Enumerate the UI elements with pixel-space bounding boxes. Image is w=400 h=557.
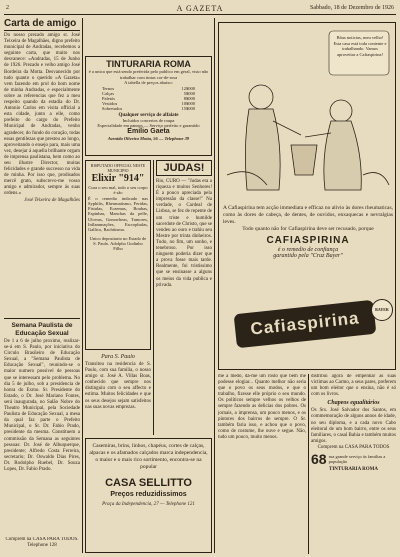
column-rule xyxy=(214,18,215,553)
ad-tinturaria-owner: Emilio Gaeta xyxy=(127,127,170,135)
column-educacao-sexual xyxy=(4,322,80,553)
mini-ad-text: rua grande serviço ás familias a população xyxy=(328,453,386,465)
price-row: Vestidos 10$000 xyxy=(102,101,195,107)
ad-elixir-name: Elixir "914" xyxy=(91,173,145,184)
masthead xyxy=(4,4,396,15)
article-body-judas: Rio, CURO — "Judas era a riqueza e muitos Senhores! É a pouco apreciada pela impressão da classe!" Na verdade, o Cardeal de Lisboa, se fez de repente de um triste e humilde sacerdote de Christo, que se vendeu ao ouro e trahiu seu Mestre por trinta dinheiros. Tudo, no fim, um sonho, e tenebroso. Por isso ninguem poderia dizer que a prova fosse mais tarde. Realmente, foi tristíssimo que se ensinasse a alguns os meios da vida publica e privada. xyxy=(156,179,212,288)
headline-carta-de-amigo: Carta de amigo xyxy=(4,18,80,31)
article-body-chapeos: Os Srs. José Salvador dos Santos, em commemoração de alguns annos de idade, no seu diploma, e a cada novo Cabo eleitoral de um bom bairro, entre os seus familiares, o casal Bahia e também muitos amigos. xyxy=(311,408,396,444)
page-number: 2 xyxy=(6,5,9,11)
ad-sellitto-body: Casemiras, brins, linhos, chapéus, cortes de calças, alpacas e os afamados calçados marca independencia, o maior e o mais rico sortimento, encontra-se na popular xyxy=(89,443,208,470)
ad-tinturaria-tagline: é a unica que está sendo preferida pelo publico em geral, visto não trabalhar com tintas cor-de-rosa xyxy=(88,69,209,80)
ad-tinturaria-speciality: Especialidade em pannos — Serviço perfeito e garantido xyxy=(97,122,200,128)
footer-casa-para-todos: Comprem na CASA PARA TODOS. Telephone 128 xyxy=(5,537,79,549)
ad-cafiaspirina-assurance: Todo quanto não for Cafiaspirina deve ser recusado, porque xyxy=(242,226,374,232)
ad-tinturaria-roma xyxy=(85,56,212,156)
bayer-cross-logo: BAYER xyxy=(371,299,393,321)
ad-cafiaspirina xyxy=(218,22,396,370)
column-rule xyxy=(308,374,309,554)
ad-sellitto-slogan: Preços reduzidissimos xyxy=(110,491,187,498)
ad-cafiaspirina-guarantee: garantido pela "Cruz Bayer" xyxy=(273,253,343,259)
ad-elixir-sub: Cura o seu mal, todo o seu corpo é são xyxy=(88,185,148,196)
price-row: Calças 5$000 xyxy=(102,90,195,96)
article-body-column-5: distribui agora de empenhar as suas victimas ao Carmo, a seus pares, preferem um bom eleitor que o ensina, não é só com os livros. xyxy=(311,374,396,398)
column-judas xyxy=(156,160,212,435)
footer-casa-para-todos-2: Comprem na CASA PARA TODOS xyxy=(317,444,390,450)
article-body-column-4: me a medo, dá-me um rosto que bem me podesse elogiar... Quanto melhor não seria que o povo os seus modos, e que o trabalho, fizesse elle próprio o seu mundo. Os políticos sempre velhos os velhos de sempre fazendo as delicias dos pobres. Os jornais, a imprensa, um pouco menos, e os pintores dos bairros de sempre. O Sr. também faria isso, e achou que o povo, como de costume, lhe ouve e segue. Não, tudo um pouco, muito menos. xyxy=(218,374,306,440)
ad-cafiaspirina-copy xyxy=(223,205,393,259)
ad-elixir-914 xyxy=(85,160,151,350)
column-5-text xyxy=(311,374,396,554)
ad-speech-bubble: Bôas noticias, meu velho! Esta casa está toda contente e trabalhando. Vamos aproveitar a Cafiaspirina! xyxy=(333,35,387,57)
ad-elixir-header: BISPUTADO OFFICIAL NESTE MUNICIPIO xyxy=(90,163,146,173)
ad-sellitto-name: CASA SELLITTO xyxy=(105,477,192,489)
price-row: Sobretudos 15$000 xyxy=(102,106,195,112)
ad-elixir-body: É o remedio indicado nas Syphilis, Rheumatismo, Feridas, Fistulas, Eczemas, Boubas, Espinhas, Manchas da pelle, Ulceras, Gonorrheas, Tumores, Inflammações, Escrophulas, Gallico, Rachitismo. xyxy=(88,195,148,233)
headline-chapeos: Chapeos egualitários xyxy=(327,400,380,407)
article-body-para-s-paulo: Transitou na residencia de S. Paulo, com sua familia, o nosso amigo sr. José A. Villas Boas, conhecido que sempre nos distinguiu com o seu affecto e estima. Muitos felicidades e que os seus desejos sejam satisfeitos nas suas novas emprezas. xyxy=(85,362,151,410)
ad-tinturaria-name: TINTURARIA ROMA xyxy=(106,59,191,69)
section-divider xyxy=(4,318,80,319)
headline-educacao-sexual: Semana Paulista de Educação Sexual xyxy=(11,322,73,337)
price-row: Paletós 8$000 xyxy=(102,95,195,101)
newspaper-title: A GAZETA xyxy=(176,4,224,13)
column-para-s-paulo xyxy=(85,354,151,434)
column-rule xyxy=(153,160,154,435)
ad-cafiaspirina-name: CAFIASPIRINA xyxy=(266,235,350,246)
ad-tinturaria-services: Qualquer serviço de alfaiate xyxy=(118,112,179,118)
cafiaspirina-package xyxy=(234,300,377,348)
mini-ad-number: 68 xyxy=(311,451,327,468)
tinturaria-mini-ad xyxy=(311,451,396,467)
ad-tinturaria-price-list xyxy=(88,86,209,112)
ad-tinturaria-services2: Incluidos concertos de roupa xyxy=(122,117,175,123)
judas-title-box xyxy=(156,160,212,176)
headline-para-s-paulo: Para S. Paulo xyxy=(101,354,135,360)
column-4-text xyxy=(218,374,306,554)
ad-tinturaria-address: Avenida Oliveira Motta, 56 — Telephone 39 xyxy=(107,135,190,141)
column-rule xyxy=(82,18,83,553)
issue-date: Sabbado, 18 de Dezembro de 1926 xyxy=(310,5,394,11)
headline-judas: JUDAS! xyxy=(163,162,205,174)
article-signature: José Teixeira de Magalhães xyxy=(24,197,80,203)
ad-casa-sellitto xyxy=(85,438,212,553)
column-carta-de-amigo xyxy=(4,18,80,264)
ad-cafiaspirina-remedy: é o remedio de confiança xyxy=(277,247,339,253)
ad-elixir-footer: Unico depositario no Estado de S. Paulo. Adolpho Godinho Filho xyxy=(89,235,147,252)
mini-ad-brand: TINTURARIA ROMA xyxy=(328,467,379,473)
ad-tinturaria-price-intro: A tabella de preços abaixo: xyxy=(124,80,173,85)
article-body-educacao: De 1 a 6 de julho proximo, realizar-se-á em S. Paulo, por iniciativa do Circulo Brasileiro de Educação Sexual, a "Semana Paulista de Educação Sexual", reunindo-se o maior numero possivel de pessoas que se interessam pelo problema. No dia 5 de julho, sob a presidencia de honra do Exmo. Sr. Presidente do Estado, o Dr. José Mariano Fontes, será inaugurada, no Salão Nobre do Theatro Municipal, pela Sociedade Paulista de Educação Sexual, a mesa da qual faz parte o Prefeito Municipal, o Sr. Dr. Fabio Prado, presidente da mesma. Constituem a commissão da Semana as seguintes pessoas: Dr. José de Albuquerque, presidente; Alfredo Costa Ferreira, secretario; Dr. Oswaldo Dias Pires, Dr. Rodolpho Ruebel, Dr. Souza Lopes, Dr. Fabio Prado. xyxy=(4,339,80,472)
ad-cafiaspirina-lead: A Cafiaspirina tem acção immediata e efficaz no alivio às dores rheumaticas, como às dores de cabeça, de dentes, de ouvidos, enxaquecas e nevralgias leves. xyxy=(223,205,393,225)
price-row: Ternos 12$000 xyxy=(102,85,195,91)
column-footer-note xyxy=(4,537,80,555)
package-label: Cafiaspirina xyxy=(249,308,361,339)
ad-sellitto-address: Praça da Independencia, 27 — Telephone 121 xyxy=(102,502,195,507)
article-body-carta: Do nosso prezado amigo sr. José Teixeira de Magalhães, digno prefeito municipal de Andradas, recebemos a seguinte carta, que muito nos desvanece: «Andradas, 15 de Junho de 1926. Prezado e velho amigo José Bordeira da Motta. Desvanecido por tudo quanto o querido «A Gazeta» vem fazendo em prol do bom nome de minha Andradas, e especialmente sobre as referencias que fez a meu respeito quando da estadia do Dr. Antonio Carlos em visita official a esta cidade, junto a elle, como prefeito do cargo do Prefeito Municipal de Andradas, venho agradecer, do fundo do coração, todas essas gentilezas que prestou ao longo, aproveitando o ensejo para, mais uma vez, desejar á aquella brilhante orgam de imprensa paulistana, bem como ao seu illustre Director, muitas felicidades e grande successo na vida de minha. Por isso que, prodisados mercê grato, subscrevo-me vosso amigo e admirador, sempre ás suas ordens.» xyxy=(4,33,80,197)
